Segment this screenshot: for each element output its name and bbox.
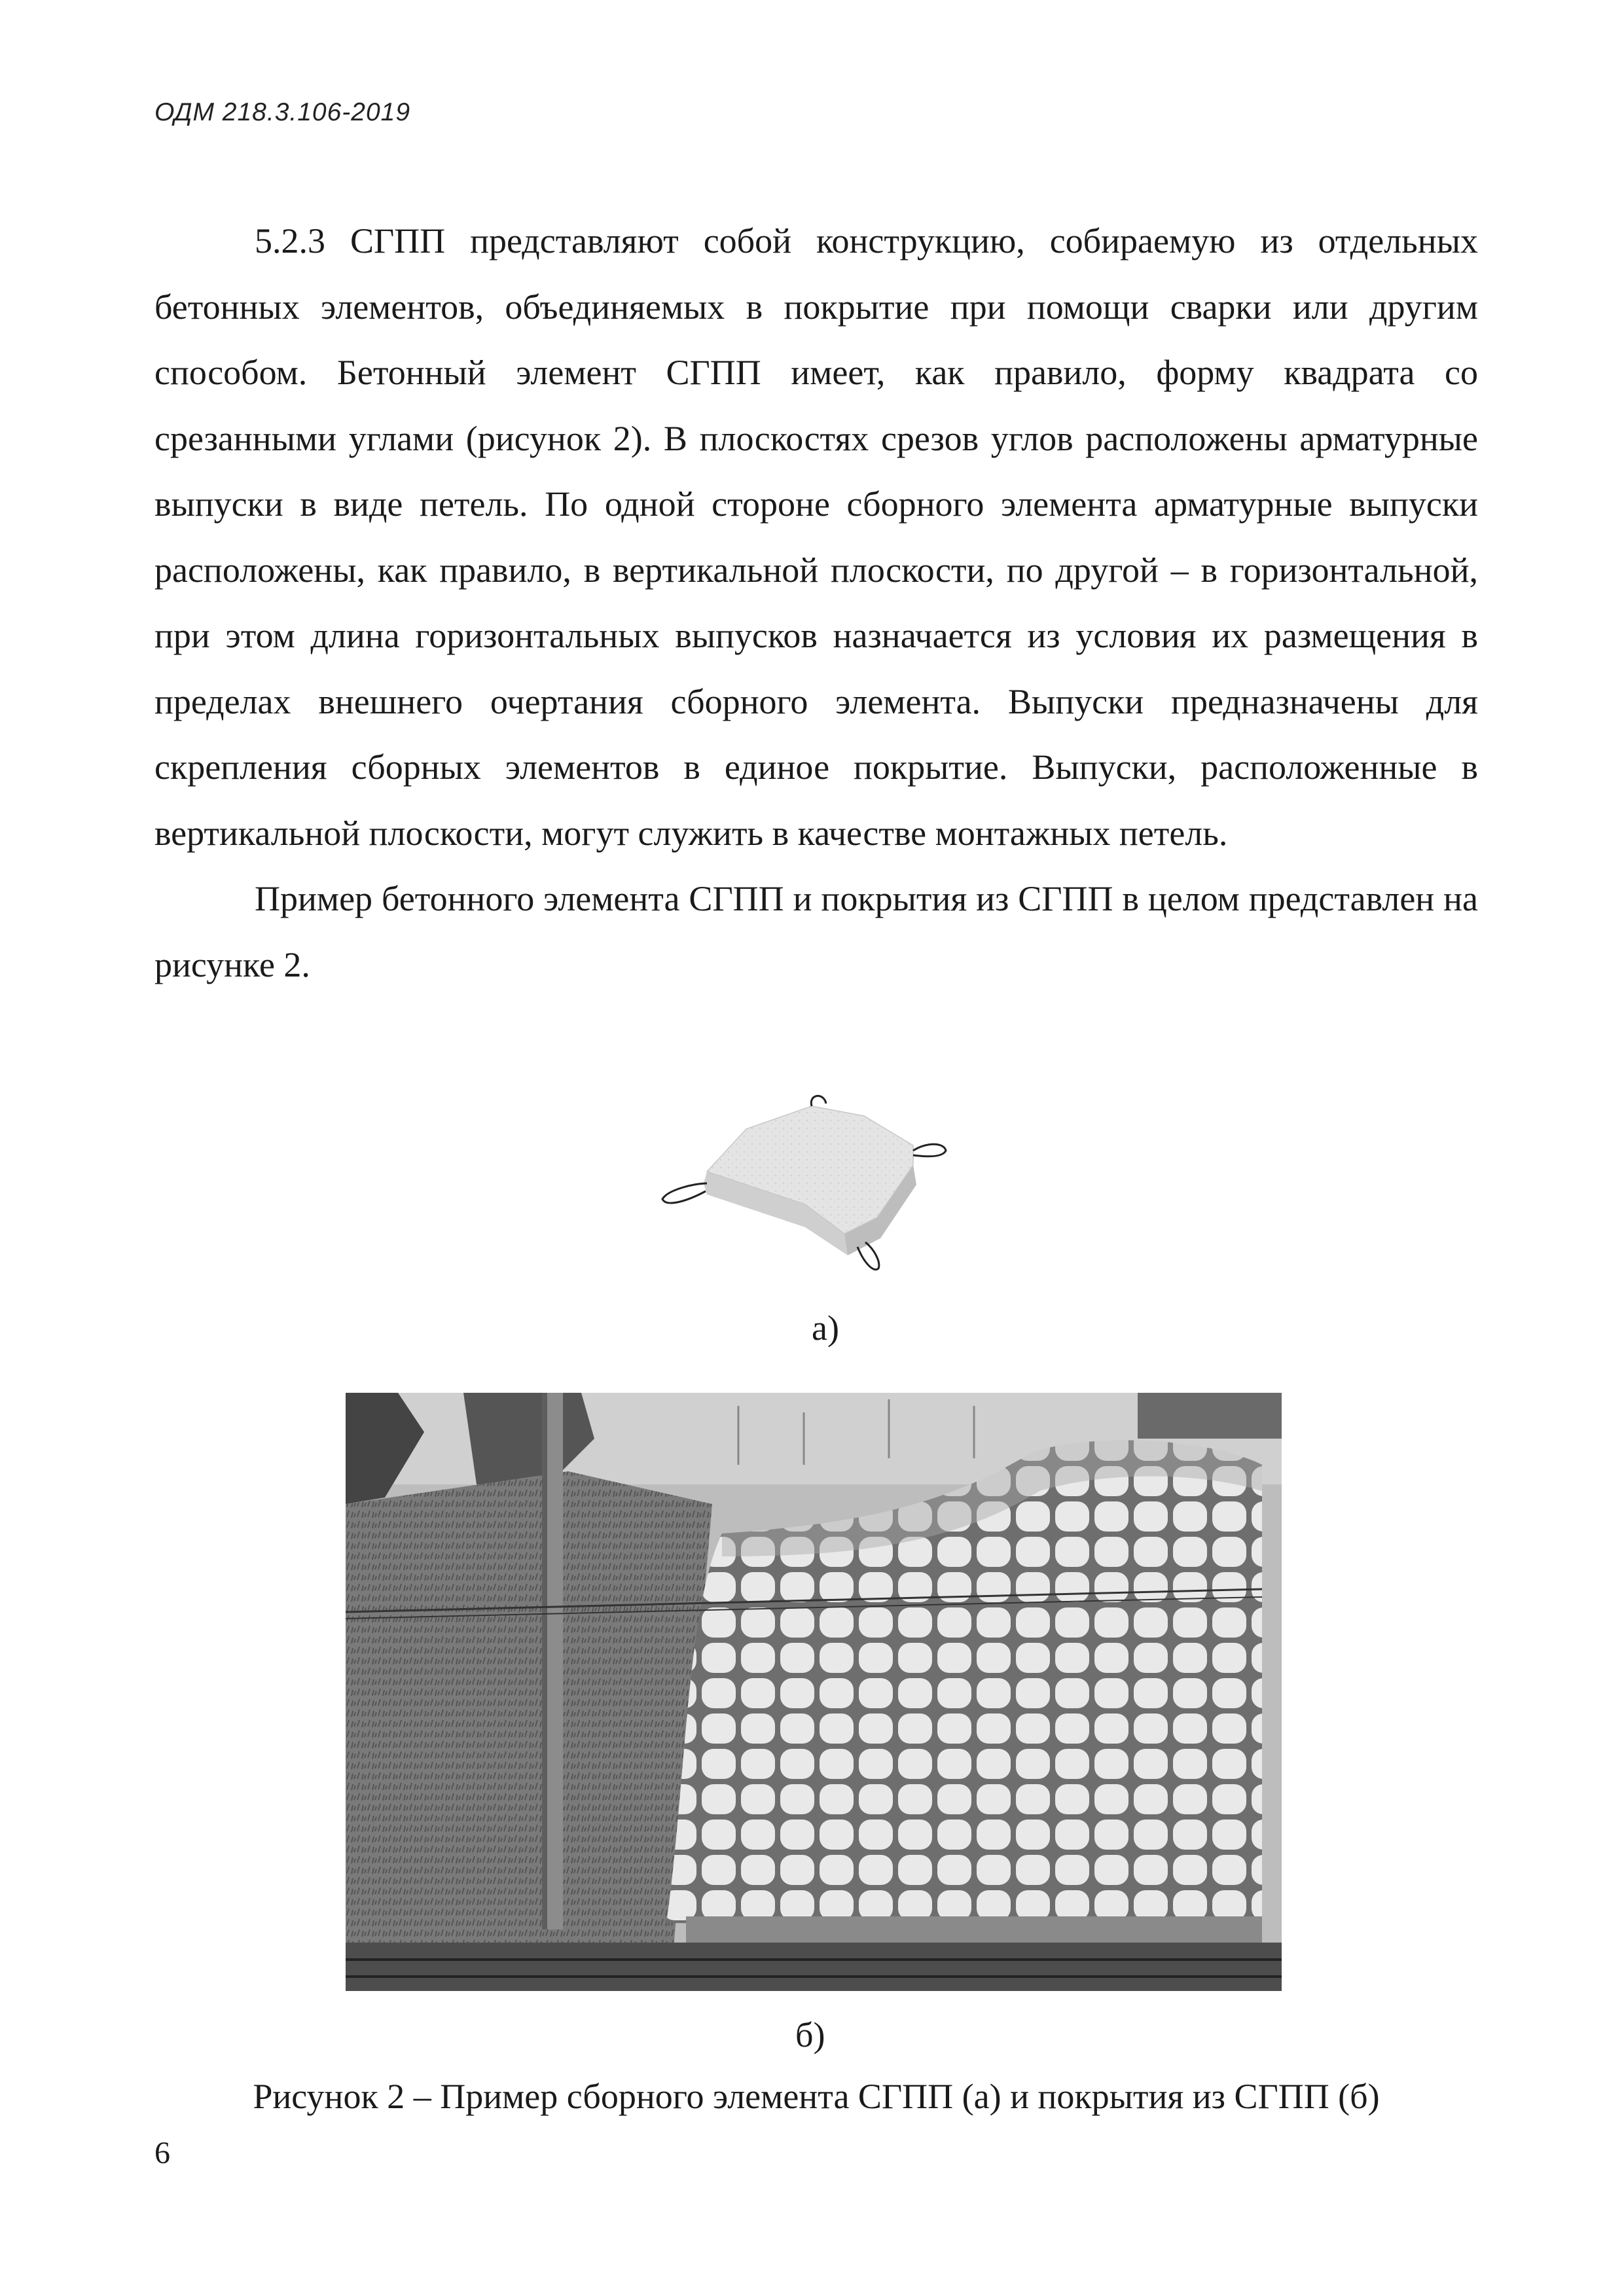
- figure-label-b: б): [795, 2015, 825, 2054]
- page-number: 6: [154, 2136, 170, 2170]
- body-text: [154, 208, 1478, 997]
- slope-coverage-photo: [346, 1393, 1282, 1991]
- figure-caption: Рисунок 2 – Пример сборного элемента СГПП (а) и покрытия из СГПП (б): [253, 2077, 1380, 2116]
- paragraph-figure-reference: Пример бетонного элемента СГПП и покрытия из СГПП в целом представлен на рисунке 2.: [154, 879, 1478, 984]
- precast-element-illustration: [648, 1086, 1001, 1296]
- paragraph-5-2-3: 5.2.3 СГПП представляют собой конструкцию, собираемую из отдельных бетонных элементов, объединяемых в покрытие при помощи сварки или другим способом. Бетонный элемент СГПП имеет, как правило, форму квадрата со срезанными углами (рисунок 2). В плоскостях срезов углов расположены арматурные выпуски в виде петель. По одной стороне сборного элемента арматурные выпуски расположены, как правило, в вертикальной плоскости, по другой – в горизонтальной, при этом длина горизонтальных выпусков назначается из условия их размещения в пределах внешнего очертания сборного элемента. Выпуски предназначены для скрепления сборных элементов в единое покрытие. Выпуски, расположенные в вертикальной плоскости, могут служить в качестве монтажных петель.: [154, 221, 1478, 853]
- figure-label-a: а): [812, 1308, 839, 1348]
- document-code-header: ОДМ 218.3.106-2019: [154, 98, 411, 126]
